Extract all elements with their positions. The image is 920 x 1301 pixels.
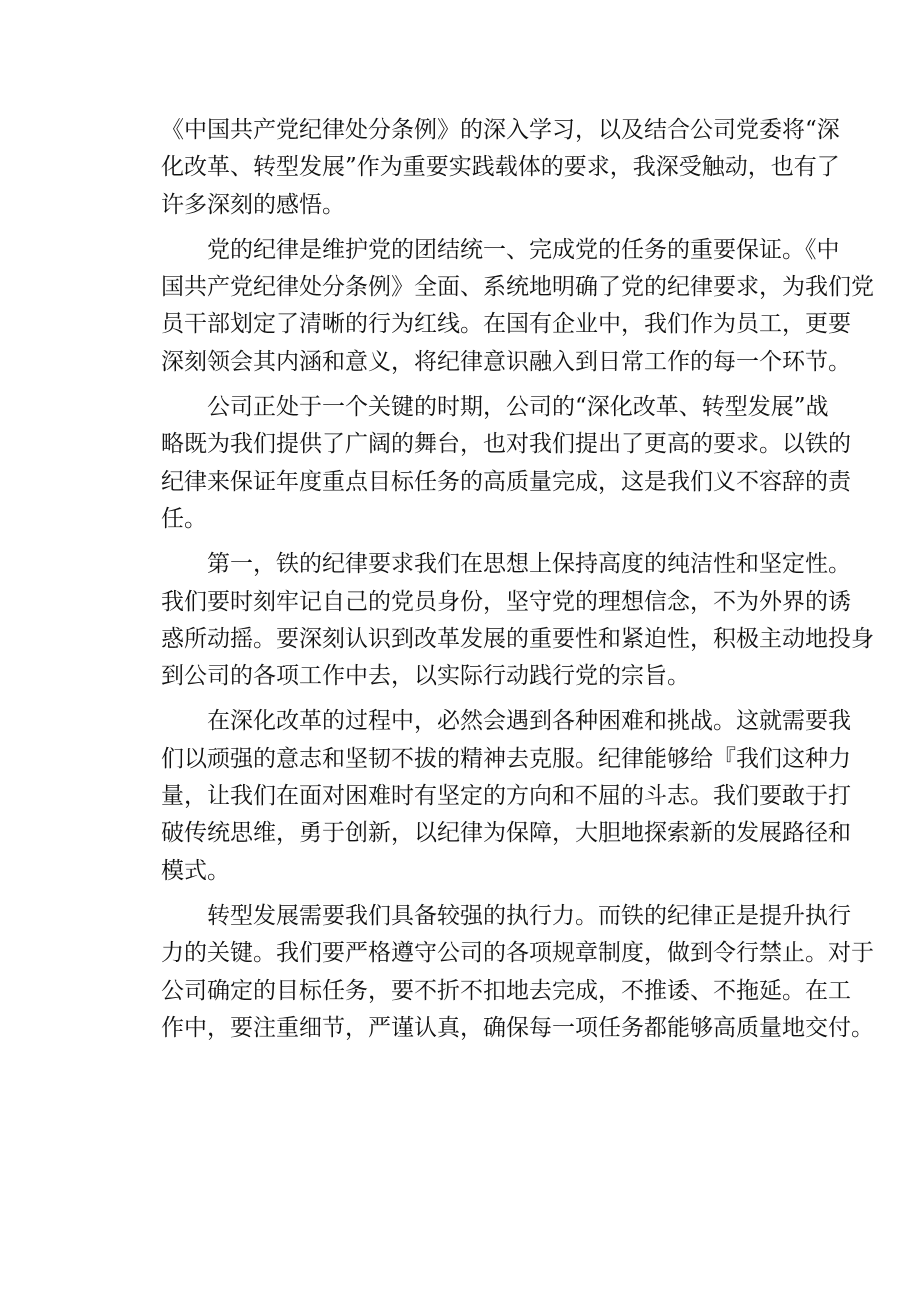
text-line: 深刻领会其内涵和意义，将纪律意识融入到日常工作的每一个环节。: [161, 348, 851, 375]
paragraph-gap: [161, 695, 801, 703]
paragraph-5: [161, 703, 851, 889]
text-line: 力的关键。我们要严格遵守公司的各项规章制度，做到令行禁止。对于: [161, 940, 874, 967]
paragraph-gap: [161, 890, 801, 898]
text-line: 破传统思维，勇于创新，以纪律为保障，大胆地探索新的发展路径和: [161, 820, 851, 847]
text-line: 惑所动摇。要深刻认识到改革发展的重要性和紧迫性，积极主动地投身: [161, 625, 874, 652]
paragraph-gap: [161, 538, 801, 546]
text-line: 纪律来保证年度重点目标任务的高质量完成，这是我们义不容辞的责: [161, 468, 851, 495]
paragraph-gap: [161, 381, 801, 389]
text-line: 公司正处于一个关键的时期，公司的“深化改革、转型发展”战: [161, 394, 829, 421]
text-line: 量，让我们在面对困难时有坚定的方向和不屈的斗志。我们要敢于打: [161, 783, 851, 810]
paragraph-4: [161, 546, 874, 695]
text-line: 第一，铁的纪律要求我们在思想上保持高度的纯洁性和坚定性。: [161, 551, 851, 578]
text-line: 转型发展需要我们具备较强的执行力。而铁的纪律正是提升执行: [161, 902, 851, 929]
text-line: 略既为我们提供了广阔的舞台，也对我们提出了更高的要求。以铁的: [161, 431, 851, 458]
paragraph-2: [161, 232, 874, 381]
text-line: 化改革、转型发展”作为重要实践载体的要求，我深受触动，也有了: [161, 154, 840, 181]
paragraph-gap: [161, 224, 801, 232]
text-line: 模式。: [161, 857, 230, 884]
paragraph-3: [161, 389, 851, 538]
text-line: 们以顽强的意志和坚韧不拔的精神去克服。纪律能够给『我们这种力: [161, 745, 851, 772]
text-line: 公司确定的目标任务，要不折不扣地去完成，不推诿、不拖延。在工: [161, 977, 851, 1004]
text-line: 国共产党纪律处分条例》全面、系统地明确了党的纪律要求，为我们党: [161, 274, 874, 301]
text-line: 作中，要注重细节，严谨认真，确保每一项任务都能够高质量地交付。: [161, 1014, 874, 1041]
text-line: 党的纪律是维护党的团结统一、完成党的任务的重要保证。《中: [161, 236, 840, 263]
paragraph-6: [161, 898, 874, 1047]
document-body: [161, 112, 874, 1047]
text-line: 许多深刻的感悟。: [161, 191, 345, 218]
text-line: 任。: [161, 505, 207, 532]
text-line: 员干部划定了清晰的行为红线。在国有企业中，我们作为员工，更要: [161, 311, 851, 338]
text-line: 到公司的各项工作中去，以实际行动践行党的宗旨。: [161, 663, 690, 690]
paragraph-1: [161, 112, 840, 224]
text-line: 在深化改革的过程中，必然会遇到各种困难和挑战。这就需要我: [161, 708, 851, 735]
text-line: 我们要时刻牢记自己的党员身份，坚守党的理想信念，不为外界的诱: [161, 588, 851, 615]
text-line: 《中国共产党纪律处分条例》的深入学习，以及结合公司党委将“深: [161, 117, 840, 143]
